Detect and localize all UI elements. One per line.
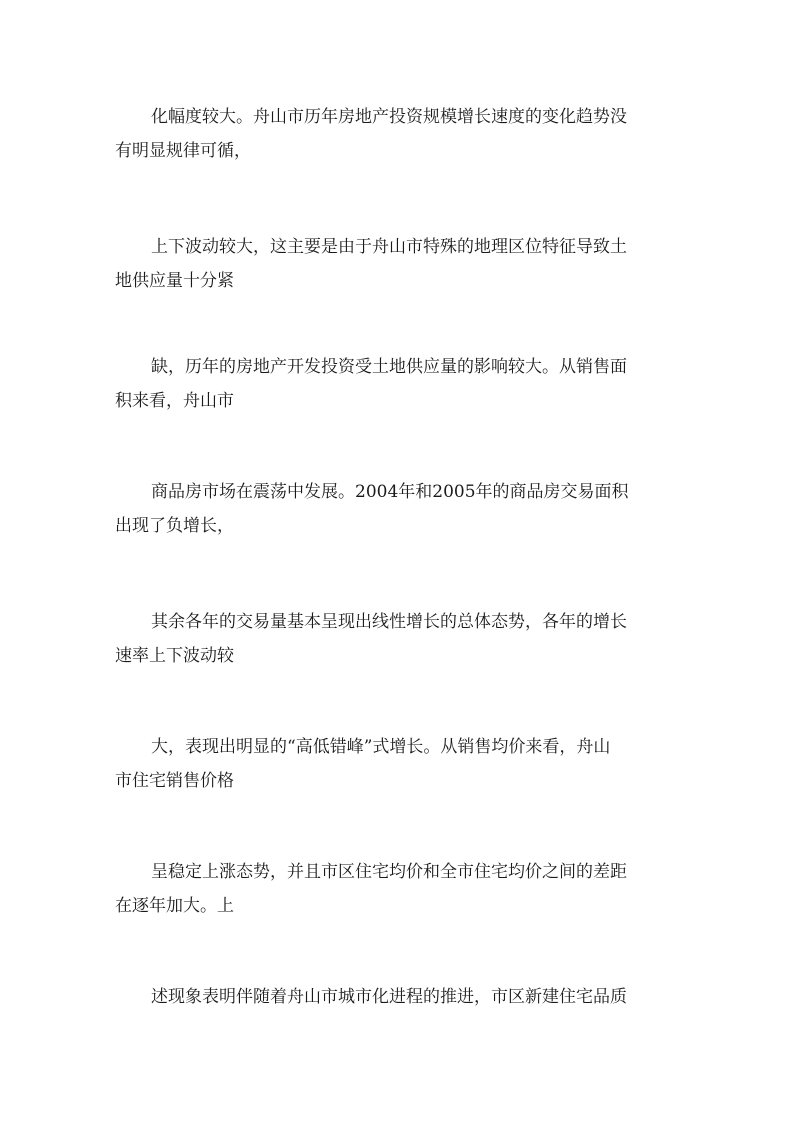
paragraph bbox=[115, 730, 677, 798]
paragraph-line: 呈稳定上涨态势，并且市区住宅均价和全市住宅均价之间的差距 bbox=[151, 862, 627, 882]
paragraph-line: 其余各年的交易量基本呈现出线性增长的总体态势，各年的增长 bbox=[151, 612, 627, 632]
paragraph bbox=[115, 980, 677, 1014]
paragraph-line: 大，表现出明显的“高低错峰”式增长。从销售均价来看，舟山 bbox=[151, 737, 611, 757]
paragraph-line: 市住宅销售价格 bbox=[115, 771, 234, 791]
paragraph-line: 上下波动较大，这主要是由于舟山市特殊的地理区位特征导致土 bbox=[151, 237, 627, 257]
paragraph-line: 述现象表明伴随着舟山市城市化进程的推进，市区新建住宅品质 bbox=[151, 987, 627, 1007]
paragraph-line: 积来看，舟山市 bbox=[115, 391, 234, 411]
paragraph-line: 化幅度较大。舟山市历年房地产投资规模增长速度的变化趋势没 bbox=[151, 107, 627, 127]
paragraph-line: 商品房市场在震荡中发展。2004年和2005年的商品房交易面积 bbox=[151, 482, 629, 502]
paragraph bbox=[115, 350, 677, 418]
paragraph-line: 缺，历年的房地产开发投资受土地供应量的影响较大。从销售面 bbox=[151, 357, 627, 377]
paragraph bbox=[115, 100, 677, 168]
paragraph-line: 出现了负增长， bbox=[115, 516, 234, 536]
paragraph-line: 有明显规律可循， bbox=[115, 141, 251, 161]
paragraph bbox=[115, 855, 677, 923]
paragraph bbox=[115, 230, 677, 298]
paragraph-line: 在逐年加大。上 bbox=[115, 896, 234, 916]
paragraph bbox=[115, 475, 677, 543]
paragraph-line: 速率上下波动较 bbox=[115, 646, 234, 666]
paragraph-line: 地供应量十分紧 bbox=[115, 271, 234, 291]
paragraph bbox=[115, 605, 677, 673]
